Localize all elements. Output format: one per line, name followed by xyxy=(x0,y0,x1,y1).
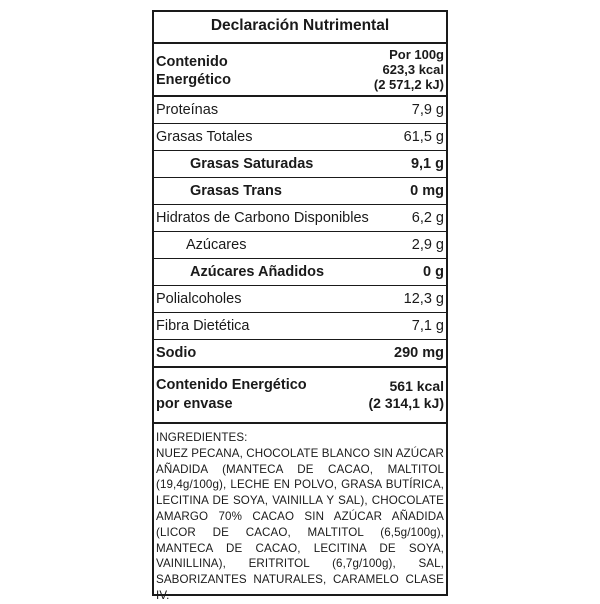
energy-kcal: 623,3 kcal xyxy=(382,62,444,77)
energy-label-line2: Energético xyxy=(156,72,231,88)
nutrient-name: Azúcares xyxy=(186,237,247,253)
nutrient-value: 0 g xyxy=(423,264,444,280)
nutrient-row-sugars xyxy=(154,232,446,259)
package-label-line1: Contenido Energético xyxy=(156,377,307,393)
nutrient-value: 12,3 g xyxy=(403,291,444,307)
nutrient-row-total-fat xyxy=(154,124,446,151)
package-kcal: 561 kcal xyxy=(389,378,444,394)
nutrient-name: Polialcoholes xyxy=(156,291,242,307)
energy-per-package-section xyxy=(154,368,446,424)
nutrient-value: 9,1 g xyxy=(410,156,444,172)
ingredients-heading: INGREDIENTES: xyxy=(156,431,248,444)
nutrient-name: Grasas Totales xyxy=(156,129,253,145)
nutrient-row-fiber xyxy=(154,313,446,340)
nutrient-row-added-sugars xyxy=(154,259,446,286)
package-kj: (2 314,1 kJ) xyxy=(368,395,444,411)
nutrient-value: 290 mg xyxy=(394,345,444,361)
nutrient-value: 61,5 g xyxy=(403,129,444,145)
nutrient-value: 0 mg xyxy=(410,183,444,199)
nutrient-name: Azúcares Añadidos xyxy=(190,264,325,280)
energy-per-100g-section xyxy=(154,44,446,97)
ingredients-text: NUEZ PECANA, CHOCOLATE BLANCO SIN AZÚCAR AÑADIDA (MANTECA DE CACAO, MALTITOL (19,4g/100g), LECHE EN POLVO, GRASA BUTÍRICA, LECITINA DE SOYA, VAINILLA Y SAL), CHOCOLATE AMARGO 70% CACAO SIN AZÚCAR AÑADIDA (LICOR DE CACAO, MALTITOL (6,5g/100g), MANTECA DE CACAO, LECITINA DE SOYA, VAINILLINA), ERITRITOL (6,7g/100g), SAL, SABORIZANTES NATURALES, CARAMELO CLASE IV. xyxy=(156,446,444,602)
serving-basis: Por 100g xyxy=(389,47,444,62)
nutrient-value: 2,9 g xyxy=(411,237,444,253)
nutrient-row-sodium xyxy=(154,340,446,368)
nutrient-row-proteins xyxy=(154,97,446,124)
energy-kj: (2 571,2 kJ) xyxy=(373,77,444,92)
nutrient-name: Grasas Trans xyxy=(190,183,282,199)
nutrient-row-trans-fat xyxy=(154,178,446,205)
package-label-line2: por envase xyxy=(156,396,233,412)
nutrient-name: Proteínas xyxy=(156,102,219,118)
panel-title: Declaración Nutrimental xyxy=(154,12,446,44)
nutrient-row-polyols xyxy=(154,286,446,313)
nutrient-name: Hidratos de Carbono Disponibles xyxy=(156,210,369,226)
nutrient-row-saturated-fat xyxy=(154,151,446,178)
nutrient-name: Sodio xyxy=(156,345,197,361)
energy-values xyxy=(374,47,444,92)
package-energy-label xyxy=(156,376,307,414)
package-energy-values xyxy=(369,378,445,412)
nutrient-name: Grasas Saturadas xyxy=(190,156,314,172)
nutrient-value: 7,1 g xyxy=(411,318,444,334)
ingredients-section xyxy=(154,424,446,604)
nutrient-name: Fibra Dietética xyxy=(156,318,250,334)
nutrient-value: 7,9 g xyxy=(411,102,444,118)
energy-label-line1: Contenido xyxy=(156,54,228,70)
nutrition-facts-panel xyxy=(152,10,448,602)
nutrient-row-carbohydrates xyxy=(154,205,446,232)
energy-label xyxy=(156,53,231,89)
nutrient-value: 6,2 g xyxy=(411,210,444,226)
